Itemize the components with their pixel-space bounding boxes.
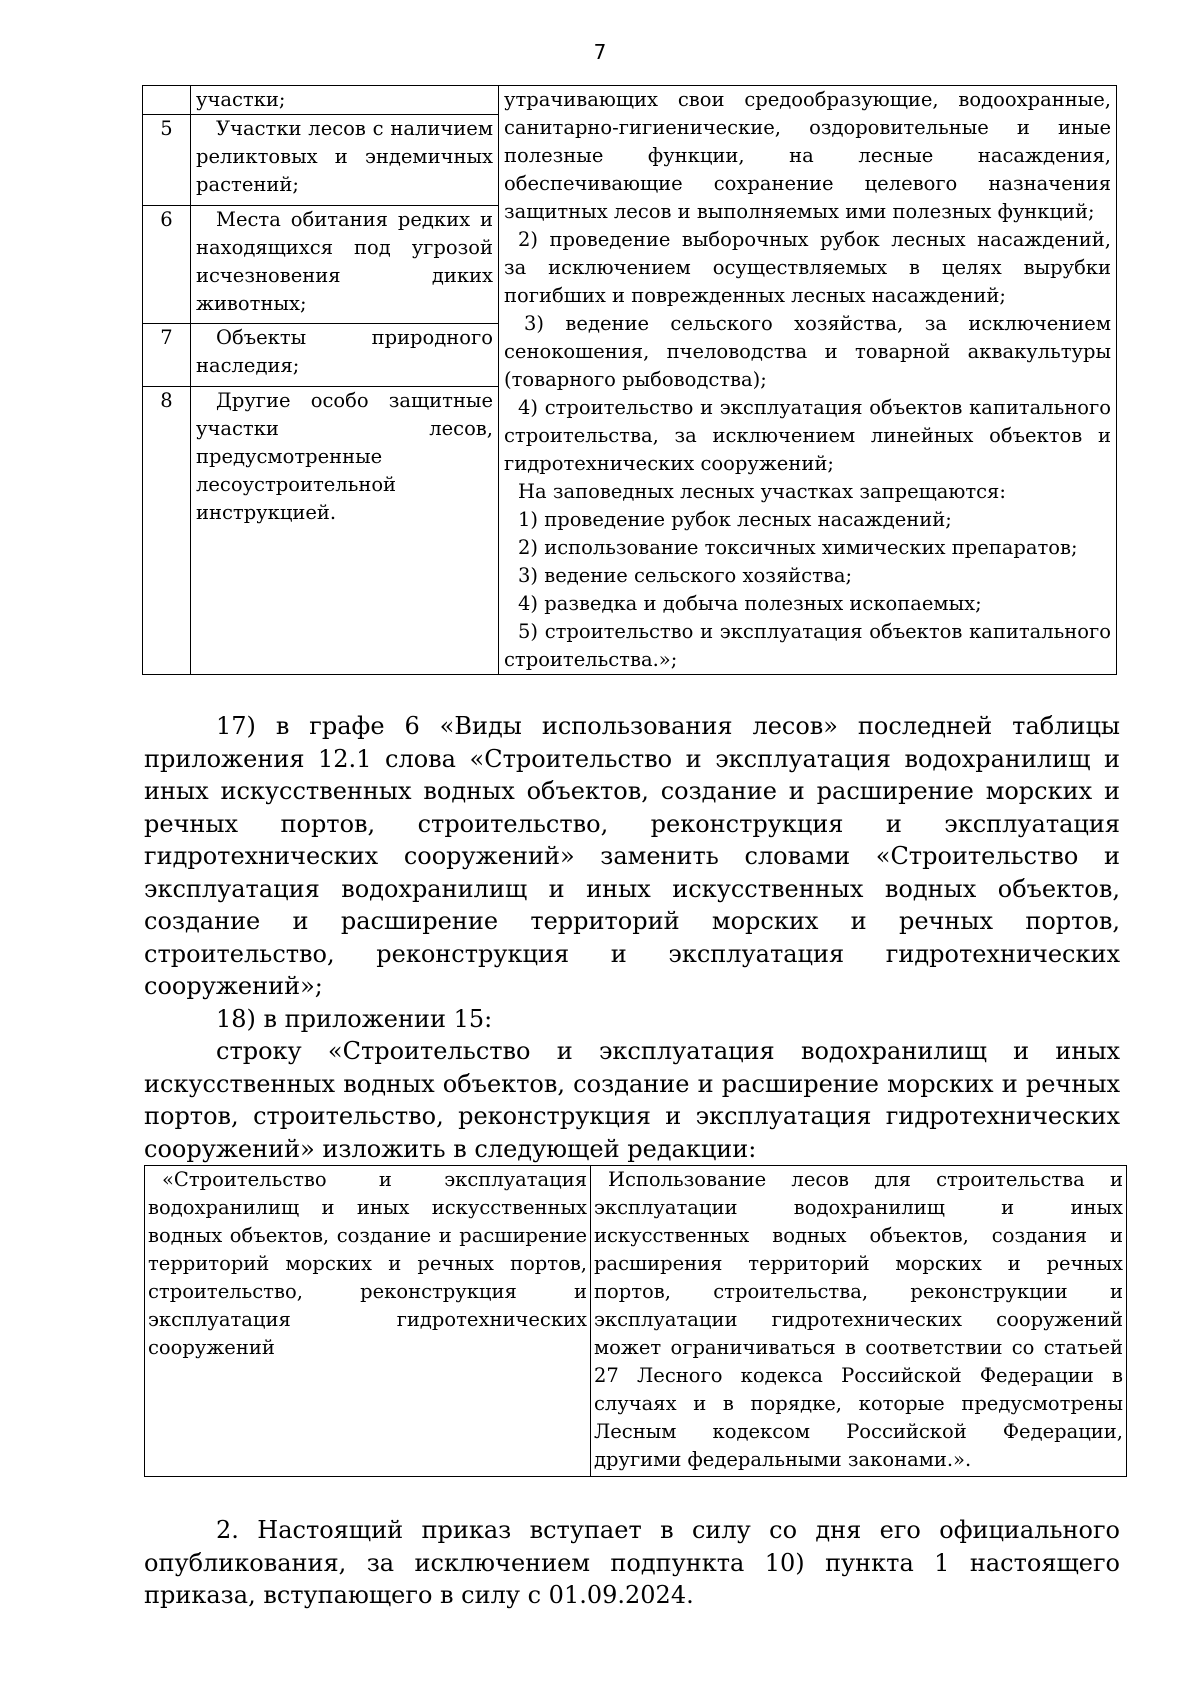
prohibition-text: 2) проведение выборочных рубок лесных насаждений, за исключением осуществляемых в целях вырубки погибших и поврежденных лесных насаждений; [504, 228, 1111, 307]
prohibitions-cell [499, 86, 1117, 675]
row-number: 7 [143, 323, 191, 386]
table-row [145, 1166, 1127, 1477]
restrictions-table [142, 85, 1117, 675]
row-number: 8 [143, 386, 191, 674]
use-type-cell [145, 1166, 591, 1477]
category-cell: Другие особо защитные участки лесов, предусмотренные лесоустроительной инструкцией. [191, 386, 499, 674]
amendment-section [144, 710, 1120, 1165]
row-number: 6 [143, 206, 191, 323]
use-type-text: «Строительство и эксплуатация водохранилищ и иных искусственных водных объектов, создание и расширение территорий морских и речных портов, строительство, реконструкция и эксплуатация гидротехнических сооружений [148, 1168, 587, 1359]
prohibition-text: 5) строительство и эксплуатация объектов капитального строительства.»; [504, 620, 1111, 671]
use-conditions-cell [591, 1166, 1127, 1477]
row-number [143, 86, 191, 115]
replacement-table [144, 1165, 1127, 1477]
paragraph-17: 17) в графе 6 «Виды использования лесов» последней таблицы приложения 12.1 слова «Строительство и эксплуатация водохранилищ и иных искусственных водных объектов, создание и расширение морских и речных портов, строительство, реконструкция и эксплуатация гидротехнических сооружений» заменить словами «Строительство и эксплуатация водохранилищ и иных искусственных водных объектов, создание и расширение территорий морских и речных портов, строительство, реконструкция и эксплуатация гидротехнических сооружений»; [144, 712, 1120, 1000]
paragraph-18-row: строку «Строительство и эксплуатация водохранилищ и иных искусственных водных объектов, создание и расширение морских и речных портов, строительство, реконструкция и эксплуатация гидротехнических сооружений» изложить в следующей редакции: [144, 1037, 1120, 1163]
category-cell: Объекты природного наследия; [191, 323, 499, 386]
category-cell: Места обитания редких и находящихся под угрозой исчезновения диких животных; [191, 206, 499, 323]
paragraph-2: 2. Настоящий приказ вступает в силу со дня его официального опубликования, за исключением подпункта 10) пункта 1 настоящего приказа, вступающего в силу с 01.09.2024. [144, 1516, 1120, 1609]
prohibition-text: утрачивающих свои средообразующие, водоохранные, санитарно-гигиенические, оздоровительные и иные полезные функции, на лесные насаждения, обеспечивающие сохранение целевого назначения защитных лесов и выполняемых ими полезных функций; [504, 88, 1111, 223]
use-conditions-text: Использование лесов для строительства и эксплуатации водохранилищ и иных искусственных водных объектов, создания и расширения территорий морских и речных портов, строительства, реконструкции и эксплуатации гидротехнических сооружений может ограничиваться в соответствии со статьей 27 Лесного кодекса Российской Федерации в случаях и в порядке, которые предусмотрены Лесным кодексом Российской Федерации, другими федеральными законами.». [594, 1168, 1123, 1471]
prohibition-text: 2) использование токсичных химических препаратов; [518, 536, 1078, 559]
prohibition-text: 1) проведение рубок лесных насаждений; [518, 508, 952, 531]
category-cell: участки; [191, 86, 499, 115]
prohibition-text: 4) разведка и добыча полезных ископаемых; [518, 592, 982, 615]
prohibition-text: 3) ведение сельского хозяйства, за исключением сенокошения, пчеловодства и товарной аквакультуры (товарного рыбоводства); [504, 312, 1111, 391]
table-row [143, 86, 1117, 115]
prohibition-text: 3) ведение сельского хозяйства; [518, 564, 853, 587]
category-cell: Участки лесов с наличием реликтовых и эндемичных растений; [191, 115, 499, 206]
prohibition-text: На заповедных лесных участках запрещаются: [518, 480, 1006, 503]
row-number: 5 [143, 115, 191, 206]
page-number: 7 [593, 40, 607, 64]
prohibition-text: 4) строительство и эксплуатация объектов капитального строительства, за исключением линейных объектов и гидротехнических сооружений; [504, 396, 1111, 475]
closing-section [144, 1514, 1120, 1612]
paragraph-18: 18) в приложении 15: [216, 1004, 493, 1033]
